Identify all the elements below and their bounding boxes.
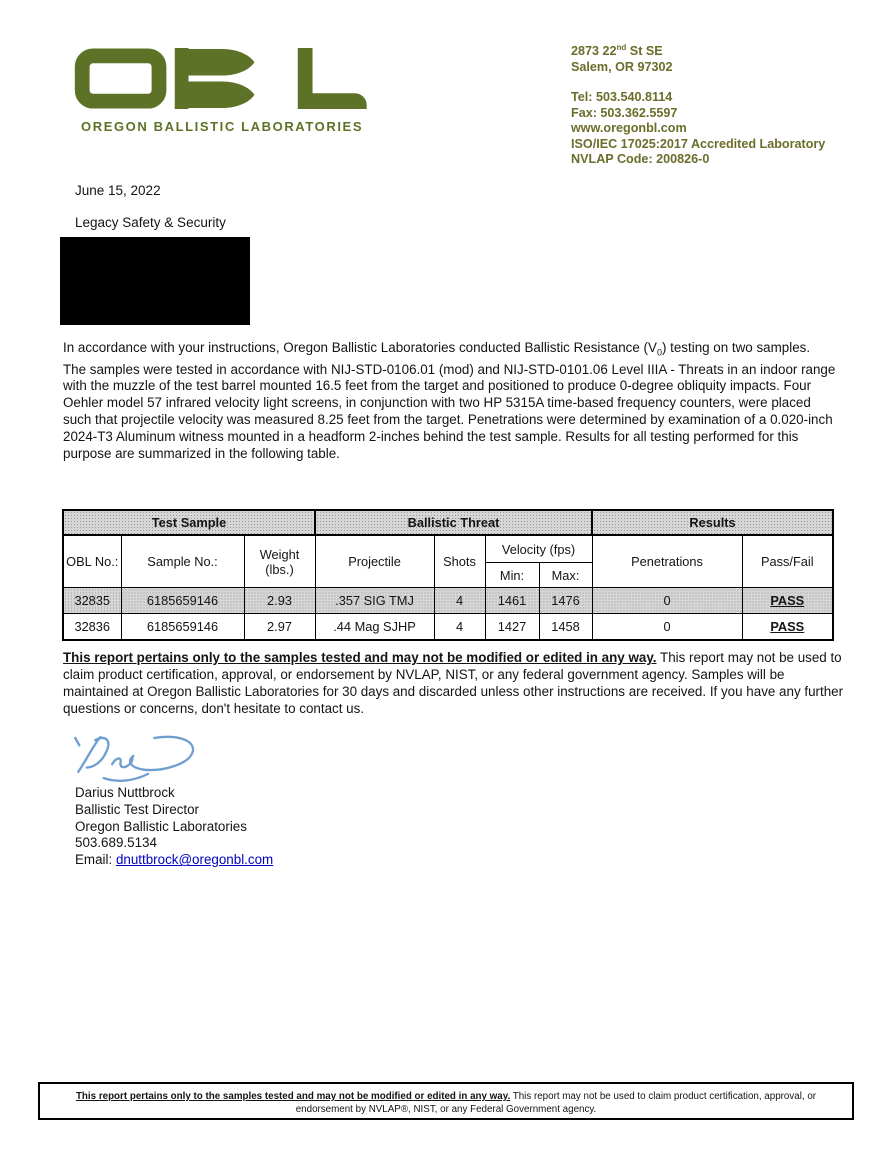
footer-disclaimer-box	[38, 1082, 854, 1120]
address-nvlap: NVLAP Code: 200826-0	[571, 152, 710, 167]
signer-company: Oregon Ballistic Laboratories	[75, 818, 247, 834]
cell-vel-min: 1461	[485, 588, 539, 614]
col-header-obl-no: OBL No.:	[63, 535, 121, 588]
cell-projectile: .357 SIG TMJ	[315, 588, 434, 614]
cell-shots: 4	[434, 588, 485, 614]
pass-fail-result: PASS	[770, 593, 805, 608]
address-city: Salem, OR 97302	[571, 59, 673, 74]
obl-logo-icon	[73, 47, 369, 110]
pass-fail-result: PASS	[770, 619, 805, 634]
section-header-results: Results	[592, 510, 833, 535]
col-header-penetrations: Penetrations	[592, 535, 742, 588]
obl-logo	[73, 47, 373, 134]
legal-paragraph	[63, 650, 845, 718]
handwritten-signature-icon	[72, 731, 204, 783]
letter-date: June 15, 2022	[75, 183, 161, 198]
cell-sample-no: 6185659146	[121, 614, 244, 641]
address-website: www.oregonbl.com	[571, 121, 687, 136]
results-table	[62, 509, 834, 641]
signer-name: Darius Nuttbrock	[75, 785, 175, 800]
logo-company-name: OREGON BALLISTIC LABORATORIES	[81, 119, 364, 134]
signature-image	[72, 731, 204, 788]
cell-obl-no: 32835	[63, 588, 121, 614]
email-link[interactable]: dnuttbrock@oregonbl.com	[115, 852, 274, 868]
legal-rest: This report may not be used to claim product certification, approval, or endorsement by NVLAP, NIST, or any federal government agency. Samples will be maintained at Oregon Ballistic Laboratories for 30 days and discarded unless other instructions are received. If you have any further questions or concerns, don't hesitate to contact us.	[63, 650, 844, 716]
section-header-ballistic-threat: Ballistic Threat	[315, 510, 592, 535]
footer-bold-statement: This report pertains only to the samples tested and may not be modified or edited in any way.	[75, 1091, 511, 1102]
cell-obl-no: 32836	[63, 614, 121, 641]
cell-weight: 2.97	[244, 614, 315, 641]
section-header-test-sample: Test Sample	[63, 510, 315, 535]
cell-vel-max: 1458	[539, 614, 592, 641]
cell-penetrations: 0	[592, 588, 742, 614]
signer-phone: 503.689.5134	[75, 835, 157, 851]
body-paragraphs	[63, 340, 841, 463]
address-block	[571, 40, 871, 168]
signer-title: Ballistic Test Director	[75, 801, 200, 817]
col-header-velocity: Velocity (fps)	[485, 535, 592, 563]
col-header-passfail: Pass/Fail	[742, 535, 833, 588]
cell-projectile: .44 Mag SJHP	[315, 614, 434, 641]
cell-penetrations: 0	[592, 614, 742, 641]
paragraph-intro: In accordance with your instructions, Oregon Ballistic Laboratories conducted Ballistic Resistance $(V_0)$ testing on two samples.	[63, 340, 811, 358]
recipient-name: Legacy Safety & Security	[75, 215, 226, 230]
paragraph-method: The samples were tested in accordance with NIJ-STD-0106.01 (mod) and NIJ-STD-0101.06 Level IIIA - Threats in an indoor range with the muzzle of the test barrel mounted 16.5 feet from the target and positioned to produce 0-degree obliquity impacts. Four Oehler model 57 infrared velocity light screens, in conjunction with two HP 5315A time-based frequency counters, were placed such that projectile velocity was measured 8.25 feet from the target. Penetrations were determined by examination of a 0.020-inch 2024-T3 Aluminum witness mounted in a headform 2-inches behind the test sample. Results for all testing performed for this purpose are summarized in the following table.	[63, 361, 836, 462]
col-header-projectile: Projectile	[315, 535, 434, 588]
cell-weight: 2.93	[244, 588, 315, 614]
cell-vel-min: 1427	[485, 614, 539, 641]
email-label: Email:	[75, 852, 116, 868]
footer-rest: This report may not be used to claim product certification, approval, or endorsement by NVLAP®, NIST, or any Federal Government agency.	[295, 1091, 817, 1115]
col-header-sample-no: Sample No.:	[121, 535, 244, 588]
results-table-wrap	[62, 509, 832, 641]
cell-shots: 4	[434, 614, 485, 641]
col-header-velocity-min: Min:	[485, 563, 539, 588]
address-tel: Tel: 503.540.8114	[571, 90, 673, 105]
cell-vel-max: 1476	[539, 588, 592, 614]
signature-block	[75, 785, 273, 869]
cell-sample-no: 6185659146	[121, 588, 244, 614]
redacted-address-box	[60, 237, 250, 325]
col-header-velocity-max: Max:	[539, 563, 592, 588]
address-fax: Fax: 503.362.5597	[571, 105, 678, 120]
col-header-weight: Weight (lbs.)	[244, 535, 315, 588]
address-street: 2873 22nd St SE	[571, 43, 663, 59]
address-iso: ISO/IEC 17025:2017 Accredited Laboratory	[571, 136, 826, 151]
signer-email-line	[75, 852, 273, 869]
legal-bold-statement: This report pertains only to the samples tested and may not be modified or edited in any way.	[63, 650, 657, 665]
col-header-shots: Shots	[434, 535, 485, 588]
